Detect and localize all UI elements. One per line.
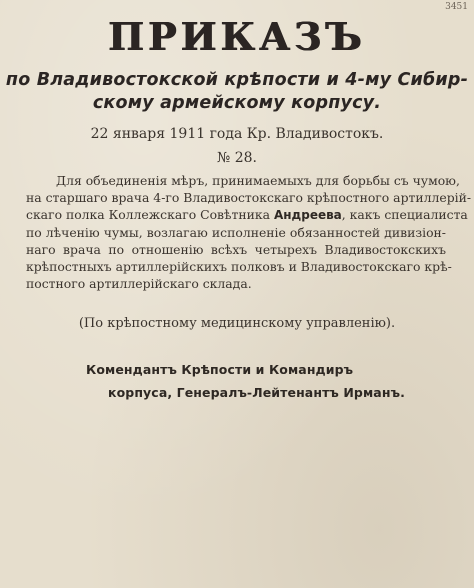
archive-number: 3451 xyxy=(445,2,468,12)
body-text: скаго полка Коллежскаго Совѣтника xyxy=(26,207,270,223)
body-line: по лѣченію чумы, возлагаю исполненіе обязанностей дивизіон- xyxy=(26,224,446,240)
body-line: наго врача по отношенію всѣхъ четырехъ Владивостокскихъ xyxy=(26,241,446,257)
body-line xyxy=(26,206,468,223)
body-line: Для объединенія мѣръ, принимаемыхъ для борьбы съ чумою, xyxy=(56,173,460,188)
department-note: (По крѣпостному медицинскому управленію). xyxy=(78,316,396,331)
subtitle-line-2: скому армейскому корпусу. xyxy=(92,93,382,113)
document-title: ПРИКАЗЪ xyxy=(108,14,366,59)
signature-surname: Ирманъ. xyxy=(343,385,405,400)
body-line: крѣпостныхъ артиллерійскихъ полковъ и Владивостокскаго крѣ- xyxy=(26,258,452,274)
signature-line-1: Комендантъ Крѣпости и Командиръ xyxy=(86,362,354,377)
signature-line-2 xyxy=(108,385,405,400)
body-line: на старшаго врача 4-го Владивостокскаго крѣпостного артиллерій- xyxy=(26,190,472,206)
body-line: постного артиллерійскаго склада. xyxy=(26,276,252,292)
date-line: 22 января 1911 года Кр. Владивостокъ. xyxy=(90,126,384,142)
order-number: № 28. xyxy=(217,150,257,166)
body-text: , какъ специалиста xyxy=(341,207,468,223)
signature-title: корпуса, Генералъ-Лейтенантъ xyxy=(108,385,339,400)
subtitle-line-1: по Владивостокской крѣпости и 4-му Сибир- xyxy=(5,70,469,90)
doctor-surname: Андреева xyxy=(273,208,342,223)
order-body xyxy=(26,172,472,292)
